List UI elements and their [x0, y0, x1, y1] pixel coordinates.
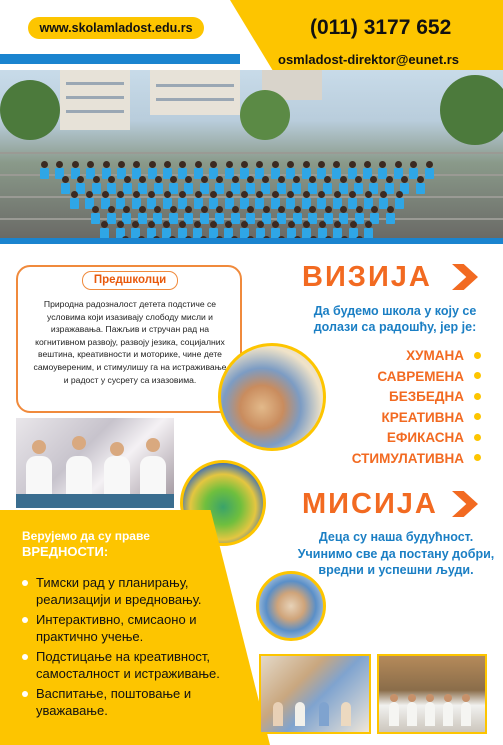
letter-card — [70, 198, 79, 209]
student-head — [287, 161, 294, 168]
student-head — [133, 191, 140, 198]
amphitheater-step — [0, 152, 503, 154]
student-head — [410, 161, 417, 168]
letter-card — [425, 168, 434, 179]
student-head — [350, 221, 357, 228]
team-photo — [377, 654, 487, 734]
letter-card — [138, 213, 147, 224]
email-link[interactable]: osmladost-direktor@eunet.rs — [278, 52, 459, 67]
student-head — [340, 206, 347, 213]
student-head — [257, 221, 264, 228]
building — [60, 70, 130, 130]
student-head — [101, 221, 108, 228]
student-head — [93, 176, 100, 183]
student-head — [110, 442, 124, 456]
letter-card — [169, 213, 178, 224]
student-head — [356, 206, 363, 213]
student-head — [380, 191, 387, 198]
student-head — [325, 206, 332, 213]
student-head — [86, 191, 93, 198]
website-link[interactable]: www.skolamladost.edu.rs — [28, 17, 204, 39]
vision-value: КРЕАТИВНА — [352, 408, 481, 429]
student-head — [272, 191, 279, 198]
mission-title: МИСИЈА — [302, 488, 438, 520]
vision-value: БЕЗБЕДНА — [352, 387, 481, 408]
student-head — [278, 206, 285, 213]
student-head — [210, 191, 217, 198]
letter-card — [154, 183, 163, 194]
student-head — [334, 191, 341, 198]
student-head — [387, 206, 394, 213]
students-with-cards — [40, 158, 450, 238]
student-head — [210, 161, 217, 168]
student-head — [210, 221, 217, 228]
student-head — [41, 161, 48, 168]
student-head — [32, 440, 46, 454]
student — [443, 702, 453, 726]
reading-class-photo — [259, 654, 371, 734]
student-head — [139, 206, 146, 213]
student-head — [179, 191, 186, 198]
student-head — [124, 176, 131, 183]
letter-card — [92, 183, 101, 194]
student-head — [262, 176, 269, 183]
student-head — [201, 176, 208, 183]
letter-card — [395, 198, 404, 209]
mission-text: Деца су наша будућност. Учинимо све да постану добри, вредни и успешни људи. — [297, 530, 495, 577]
list-item: Васпитање, поштовање и уважавање. — [20, 685, 260, 719]
student-head — [232, 176, 239, 183]
student-head — [72, 161, 79, 168]
student-head — [92, 206, 99, 213]
student-head — [77, 176, 84, 183]
building-windows — [156, 84, 234, 87]
student-head — [225, 221, 232, 228]
letter-card — [231, 213, 240, 224]
vision-value: ХУМАНА — [352, 346, 481, 367]
student-head — [319, 221, 326, 228]
student-head — [133, 161, 140, 168]
student-head — [396, 191, 403, 198]
building — [150, 70, 240, 115]
student-head — [123, 206, 130, 213]
student-head — [195, 161, 202, 168]
chevron-right-icon — [452, 491, 478, 517]
student-head — [216, 206, 223, 213]
student-head — [324, 176, 331, 183]
student-head — [247, 176, 254, 183]
student-head — [102, 191, 109, 198]
student-head — [401, 176, 408, 183]
header-blue-stripe — [0, 54, 240, 64]
student-head — [294, 206, 301, 213]
student-head — [62, 176, 69, 183]
student-head — [309, 176, 316, 183]
student-head — [370, 176, 377, 183]
student-head — [149, 161, 156, 168]
student — [461, 702, 471, 726]
student-head — [408, 694, 416, 702]
bullet-dot-icon — [474, 372, 481, 379]
values-title: Верујемо да су праве ВРЕДНОСТИ: — [22, 529, 150, 559]
student-head — [333, 161, 340, 168]
student-head — [154, 206, 161, 213]
building-windows — [66, 82, 124, 85]
student-head — [148, 191, 155, 198]
activity-circle-photo — [256, 571, 326, 641]
letter-card — [386, 213, 395, 224]
lab-bench — [16, 494, 174, 508]
letter-card — [40, 168, 49, 179]
student-head — [247, 206, 254, 213]
vision-title: ВИЗИЈА — [302, 261, 432, 293]
student-head — [108, 176, 115, 183]
student-head — [108, 206, 115, 213]
student-head — [185, 176, 192, 183]
vision-value: ЕФИКАСНА — [352, 428, 481, 449]
student-head — [272, 221, 279, 228]
student-head — [379, 161, 386, 168]
student-head — [287, 191, 294, 198]
student-head — [288, 221, 295, 228]
student-head — [170, 206, 177, 213]
student-head — [201, 206, 208, 213]
student-head — [349, 161, 356, 168]
student-head — [241, 221, 248, 228]
vision-value: СТИМУЛАТИВНА — [352, 449, 481, 470]
student-head — [226, 161, 233, 168]
student-head — [195, 191, 202, 198]
photo-bottom-stripe — [0, 238, 503, 244]
student-head — [462, 694, 470, 702]
student-head — [272, 161, 279, 168]
student-head — [390, 694, 398, 702]
student-head — [386, 176, 393, 183]
student-head — [87, 161, 94, 168]
letter-card — [107, 213, 116, 224]
student-head — [395, 161, 402, 168]
student-head — [170, 176, 177, 183]
student-head — [340, 176, 347, 183]
group-photo — [0, 70, 503, 238]
student-head — [303, 161, 310, 168]
values-list — [20, 574, 260, 722]
student-head — [163, 221, 170, 228]
classroom-circle-photo — [218, 343, 326, 451]
science-lab-photo — [16, 418, 174, 508]
student — [425, 702, 435, 726]
student-head — [364, 161, 371, 168]
student — [295, 702, 305, 726]
student-head — [179, 161, 186, 168]
letter-card — [61, 183, 70, 194]
student-head — [179, 221, 186, 228]
student-head — [293, 176, 300, 183]
chevron-right-icon — [452, 264, 478, 290]
bullet-dot-icon — [474, 413, 481, 420]
student-head — [365, 191, 372, 198]
phone-number: (011) 3177 652 — [310, 16, 452, 39]
student-head — [241, 161, 248, 168]
building-windows — [156, 98, 234, 101]
letter-card — [91, 213, 100, 224]
list-item: Интерактивно, смисаоно и практично учење. — [20, 611, 260, 645]
building-windows — [66, 96, 124, 99]
student-head — [164, 191, 171, 198]
vision-values-list — [352, 346, 481, 469]
bullet-dot-icon — [474, 454, 481, 461]
list-item: Подстицање на креативност, самосталност и истраживање. — [20, 648, 260, 682]
letter-card — [100, 228, 109, 238]
student-head — [278, 176, 285, 183]
student-head — [118, 161, 125, 168]
preschool-tag: Предшколци — [82, 271, 178, 290]
building-windows — [66, 110, 124, 113]
student — [319, 702, 329, 726]
student-head — [426, 161, 433, 168]
student — [407, 702, 417, 726]
student-head — [355, 176, 362, 183]
student-head — [226, 191, 233, 198]
student-head — [444, 694, 452, 702]
bullet-dot-icon — [474, 434, 481, 441]
student-head — [72, 436, 86, 450]
letter-card — [416, 183, 425, 194]
vision-subtitle: Да будемо школа у коју се долази са радошћу, јер је: — [313, 304, 477, 334]
student-head — [241, 191, 248, 198]
student-head — [146, 438, 160, 452]
student — [389, 702, 399, 726]
tree — [0, 80, 60, 140]
student-head — [426, 694, 434, 702]
letter-card — [123, 183, 132, 194]
student-head — [256, 191, 263, 198]
student-head — [334, 221, 341, 228]
letter-card — [364, 228, 373, 238]
tree — [440, 75, 503, 145]
student-head — [417, 176, 424, 183]
student-head — [349, 191, 356, 198]
student-head — [216, 176, 223, 183]
student-head — [256, 161, 263, 168]
student-head — [303, 191, 310, 198]
student-head — [164, 161, 171, 168]
student-head — [318, 161, 325, 168]
student-head — [318, 191, 325, 198]
student-head — [139, 176, 146, 183]
student-head — [185, 206, 192, 213]
vision-value: САВРЕМЕНА — [352, 367, 481, 388]
bullet-dot-icon — [474, 352, 481, 359]
student-head — [132, 221, 139, 228]
bullet-dot-icon — [474, 393, 481, 400]
student-head — [56, 161, 63, 168]
letter-card — [200, 213, 209, 224]
student-head — [117, 221, 124, 228]
tree — [240, 90, 290, 140]
student-head — [194, 221, 201, 228]
preschool-text: Природна радозналост детета подстиче се условима који изазивају слободу мисли и изражавања. Пажљив и стручан рад на когнитивном развоју, развоју језика, социјалних вештина, креативности и моторике, чине дете самоувереним, и стимулишу га на истраживање и радост у сусрету са изазовима. — [33, 299, 227, 385]
student-head — [263, 206, 270, 213]
student-head — [309, 206, 316, 213]
list-item: Тимски рад у планирању, реализацији и вредновању. — [20, 574, 260, 608]
student-head — [103, 161, 110, 168]
student-head — [371, 206, 378, 213]
student — [273, 702, 283, 726]
student-head — [148, 221, 155, 228]
student-head — [232, 206, 239, 213]
student-head — [303, 221, 310, 228]
student-head — [155, 176, 162, 183]
student-head — [365, 221, 372, 228]
student — [341, 702, 351, 726]
student-head — [71, 191, 78, 198]
student-head — [117, 191, 124, 198]
